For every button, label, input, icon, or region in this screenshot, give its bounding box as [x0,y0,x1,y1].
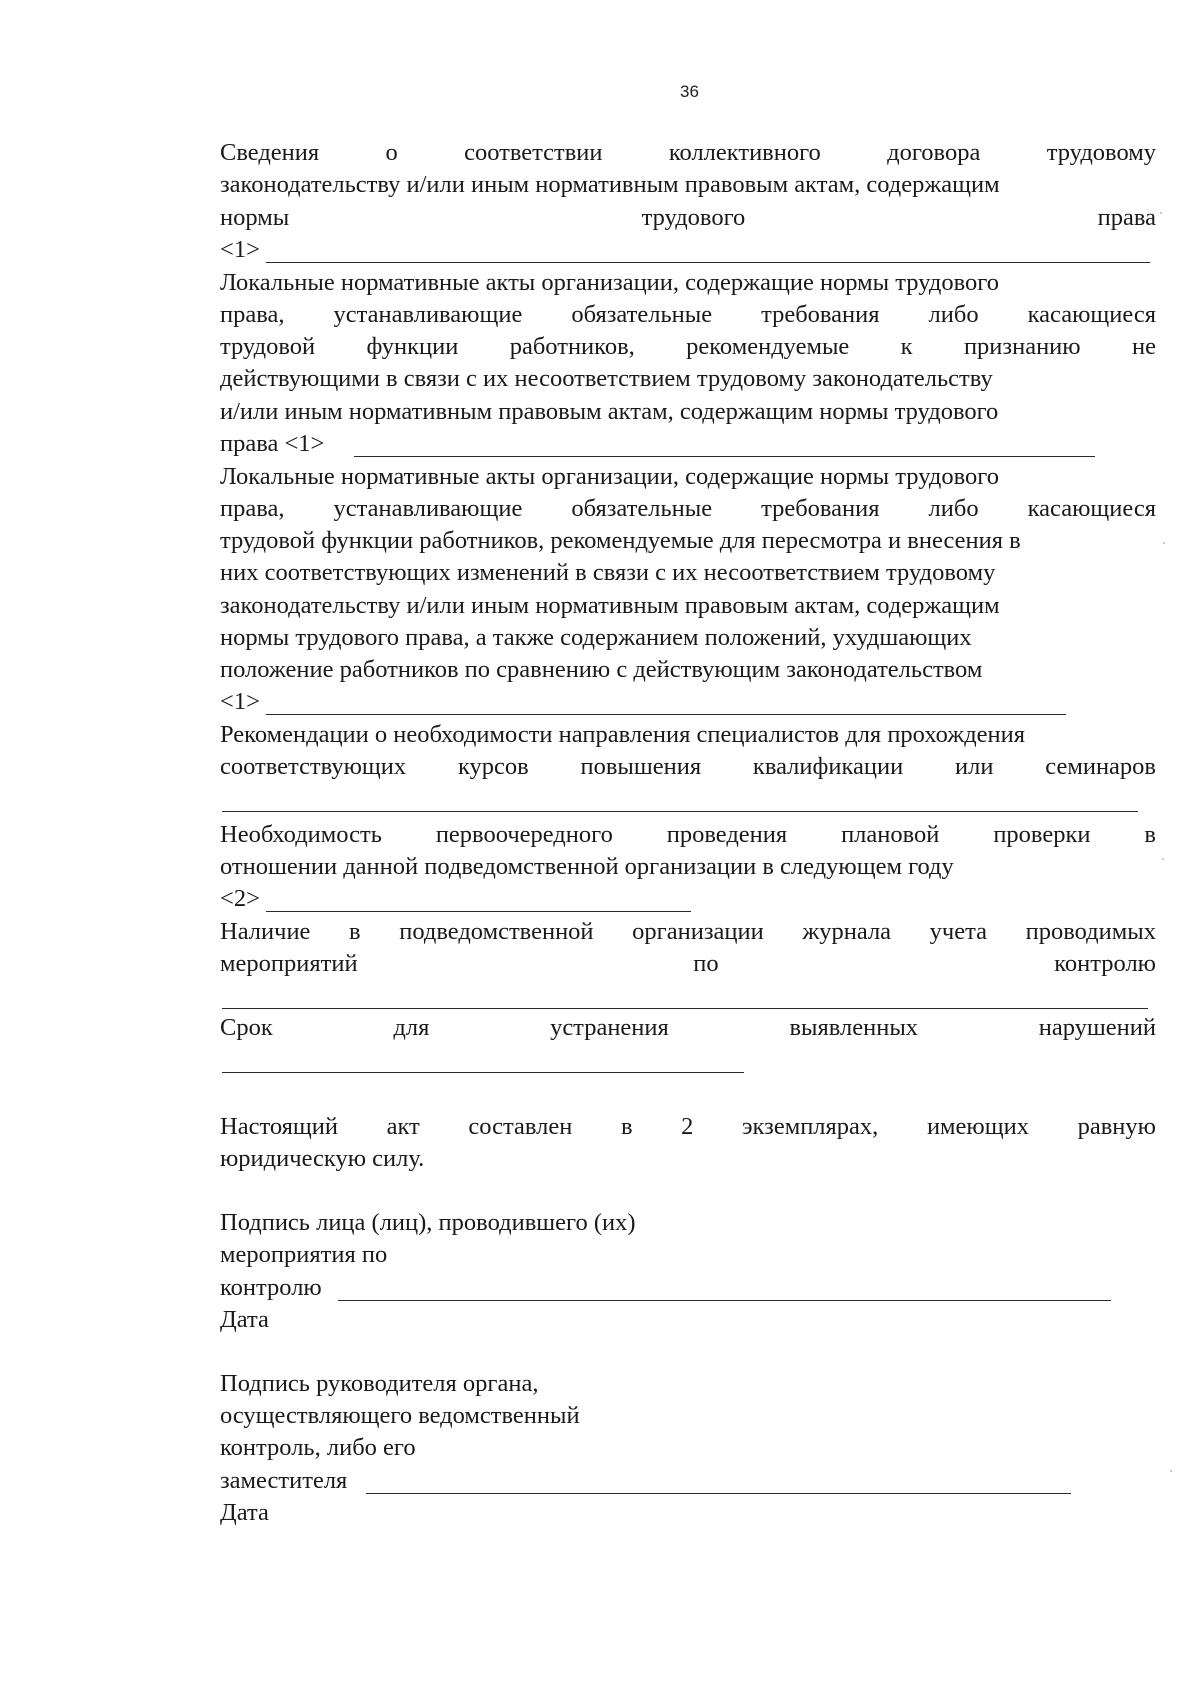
sign2-signature-field[interactable] [366,1493,1071,1494]
sign1-line3: контролю [220,1274,322,1301]
page-number: 36 [680,82,699,101]
p2-blank-field[interactable] [354,456,1095,457]
sign2-line1: Подпись руководителя органа, [220,1370,539,1397]
p1-blank-field[interactable] [266,262,1150,263]
p5-line1: Необходимость первоочередного проведения плановой проверки в [220,821,1156,848]
p3-line6: нормы трудового права, а также содержанием положений, ухудшающих [220,624,972,651]
p8-line2: юридическую силу. [220,1145,425,1172]
p2-line5: и/или иным нормативным правовым актам, содержащим нормы трудового [220,398,999,425]
p3-blank-field[interactable] [266,714,1066,715]
p8-line1: Настоящий акт составлен в 2 экземплярах, имеющих равную [220,1113,1156,1140]
p4-line1: Рекомендации о необходимости направления специалистов для прохождения [220,721,1026,748]
p4-line2: соответствующих курсов повышения квалификации или семинаров [220,753,1156,780]
p1-line2: законодательству и/или иным нормативным правовым актам, содержащим [220,171,1000,198]
p2-line1: Локальные нормативные акты организации, содержащие нормы трудового [220,269,999,296]
sign2-line4: заместителя [220,1467,348,1494]
sign1-date-label: Дата [220,1306,269,1333]
scan-speck [1162,858,1164,860]
scan-speck [1160,212,1162,214]
p2-line4: действующими в связи с их несоответствием трудовому законодательству [220,365,993,392]
sign1-line1: Подпись лица (лиц), проводившего (их) [220,1209,636,1236]
p3-line8: <1> [220,688,260,715]
p2-line2: права, устанавливающие обязательные требования либо касающиеся [220,301,1156,328]
p6-blank-field[interactable] [222,1008,1148,1009]
sign2-line3: контроль, либо его [220,1434,416,1461]
p3-line4: них соответствующих изменений в связи с их несоответствием трудовому [220,559,996,586]
sign2-line2: осуществляющего ведомственный [220,1402,580,1429]
p3-line7: положение работников по сравнению с действующим законодательством [220,656,983,683]
p6-line2: мероприятий по контролю [220,950,1156,977]
p3-line5: законодательству и/или иным нормативным правовым актам, содержащим [220,592,1000,619]
sign1-signature-field[interactable] [338,1300,1111,1301]
sign2-date-label: Дата [220,1499,269,1526]
p1-line1: Сведения о соответствии коллективного договора трудовому [220,139,1156,166]
p5-line2: отношении данной подведомственной организации в следующем году [220,853,954,880]
p7-line1: Срок для устранения выявленных нарушений [220,1014,1156,1041]
p2-line6: права <1> [220,430,325,457]
scan-speck [1163,542,1165,544]
p5-blank-field[interactable] [266,911,691,912]
p4-blank-field[interactable] [222,811,1138,812]
p7-blank-field[interactable] [222,1072,744,1073]
p6-line1: Наличие в подведомственной организации журнала учета проводимых [220,918,1156,945]
sign1-line2: мероприятия по [220,1241,388,1268]
p3-line3: трудовой функции работников, рекомендуемые для пересмотра и внесения в [220,527,1021,554]
p5-line3: <2> [220,885,260,912]
p2-line3: трудовой функции работников, рекомендуемые к признанию не [220,333,1156,360]
p3-line1: Локальные нормативные акты организации, содержащие нормы трудового [220,463,999,490]
p1-line3: нормы трудового права [220,204,1156,231]
p3-line2: права, устанавливающие обязательные требования либо касающиеся [220,495,1156,522]
scan-speck [1170,1470,1172,1472]
p1-line4: <1> [220,236,260,263]
